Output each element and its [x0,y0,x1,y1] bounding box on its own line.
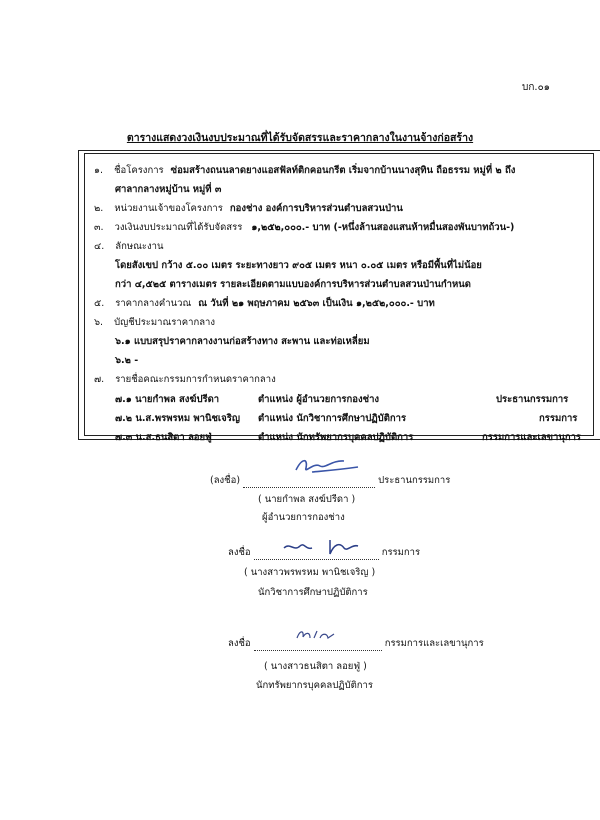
item-3 [94,220,514,235]
item-6-label: บัญชีประมาณราคากลาง [114,317,215,328]
item-1-value: ซ่อมสร้างถนนลาดยางแอสฟัลท์ติกคอนกรีต เริ่มจากบ้านนางสุทิน ถือธรรม หมู่ที่ ๒ ถึง [170,165,516,176]
signature-2-prefix: ลงชื่อ [228,547,251,558]
signature-line-1 [210,473,450,488]
committee-member-3-name: ๗.๓ น.ส.ธนสิตา ลอยฟู่ [115,432,212,443]
committee-member-1-role: ประธานกรรมการ [496,394,569,405]
item-6 [94,315,215,330]
committee-member-1-position: ตำแหน่ง ผู้อำนวยการกองช่าง [258,394,380,405]
item-4 [94,239,163,254]
item-6-number: ๖. [94,317,104,328]
signature-1-name: ( นายกำพล สงฆ์ปรีดา ) [258,494,356,505]
signature-1-role: ประธานกรรมการ [378,475,451,486]
item-1-number: ๑. [94,165,104,176]
item-7 [94,372,276,387]
signature-1-dotted-line [243,476,375,488]
item-3-value: ๑,๒๕๒,๐๐๐.- บาท (-หนึ่งล้านสองแสนห้าหมื่นสองพันบาทถ้วน-) [251,222,515,233]
signature-3-role: กรรมการและเลขานุการ [384,638,484,649]
signature-2-role: กรรมการ [381,547,421,558]
item-2 [94,201,403,216]
signature-1-prefix: (ลงชื่อ) [210,475,241,486]
committee-member-3-position: ตำแหน่ง นักทรัพยากรบุคคลปฏิบัติการ [258,432,414,443]
committee-member-2-role: กรรมการ [539,413,578,424]
item-5-number: ๕. [94,298,105,309]
committee-member-2-position: ตำแหน่ง นักวิชาการศึกษาปฏิบัติการ [258,413,407,424]
item-5 [94,296,435,311]
item-5-label: ราคากลางคำนวณ [115,298,192,309]
item-7-number: ๗. [94,374,105,385]
signature-2-position: นักวิชาการศึกษาปฏิบัติการ [258,587,368,598]
signature-2-dotted-line [254,548,379,560]
item-1-label: ชื่อโครงการ [114,165,164,176]
item-3-number: ๓. [94,222,104,233]
item-4-number: ๔. [94,241,105,252]
signature-3-prefix: ลงชื่อ [228,638,251,649]
document-title: ตารางแสดงวงเงินงบประมาณที่ได้รับจัดสรรและราคากลางในงานจ้างก่อสร้าง [126,132,474,144]
item-4-line-1: โดยสังเขป กว้าง ๕.๐๐ เมตร ระยะทางยาว ๙๐๕ เมตร หนา ๐.๐๕ เมตร หรือมีพื้นที่ไม่น้อย [115,260,482,271]
committee-member-2-name: ๗.๒ น.ส.พรพรหม พานิชเจริญ [115,413,240,424]
committee-member-1-name: ๗.๑ นายกำพล สงฆ์ปรีดา [115,394,220,405]
item-1 [94,163,515,178]
signature-1-position: ผู้อำนวยการกองช่าง [262,512,345,523]
signature-2-name: ( นางสาวพรพรหม พานิชเจริญ ) [244,567,376,578]
item-1-continuation: ศาลากลางหมู่บ้าน หมู่ที่ ๓ [115,184,222,195]
signature-3-name: ( นางสาวธนสิตา ลอยฟู่ ) [264,661,367,672]
signature-3-dotted-line [254,639,382,651]
item-2-value: กองช่าง องค์การบริหารส่วนตำบลสวนป่าน [229,203,403,214]
committee-member-3-role: กรรมการและเลขานุการ [482,432,582,443]
item-2-number: ๒. [94,203,104,214]
item-4-label: ลักษณะงาน [115,241,164,252]
item-5-value: ณ วันที่ ๒๑ พฤษภาคม ๒๕๖๓ เป็นเงิน ๑,๒๕๒,๐๐๐.- บาท [198,298,435,309]
item-6-1: ๖.๑ แบบสรุปราคากลางงานก่อสร้างทาง สะพาน และท่อเหลี่ยม [115,336,370,347]
item-6-2: ๖.๒ - [115,355,139,366]
signature-line-2 [228,545,420,560]
signature-3-position: นักทรัพยากรบุคคลปฏิบัติการ [256,680,373,691]
item-7-label: รายชื่อคณะกรรมการกำหนดราคากลาง [115,374,276,385]
item-2-label: หน่วยงานเจ้าของโครงการ [114,203,223,214]
document-code: บก.๐๑ [522,82,551,93]
item-3-label: วงเงินงบประมาณที่ได้รับจัดสรร [114,222,243,233]
signature-line-3 [228,636,484,651]
item-4-line-2: กว่า ๔,๕๒๕ ตารางเมตร รายละเอียดตามแบบองค์การบริหารส่วนตำบลสวนป่านกำหนด [115,279,471,290]
